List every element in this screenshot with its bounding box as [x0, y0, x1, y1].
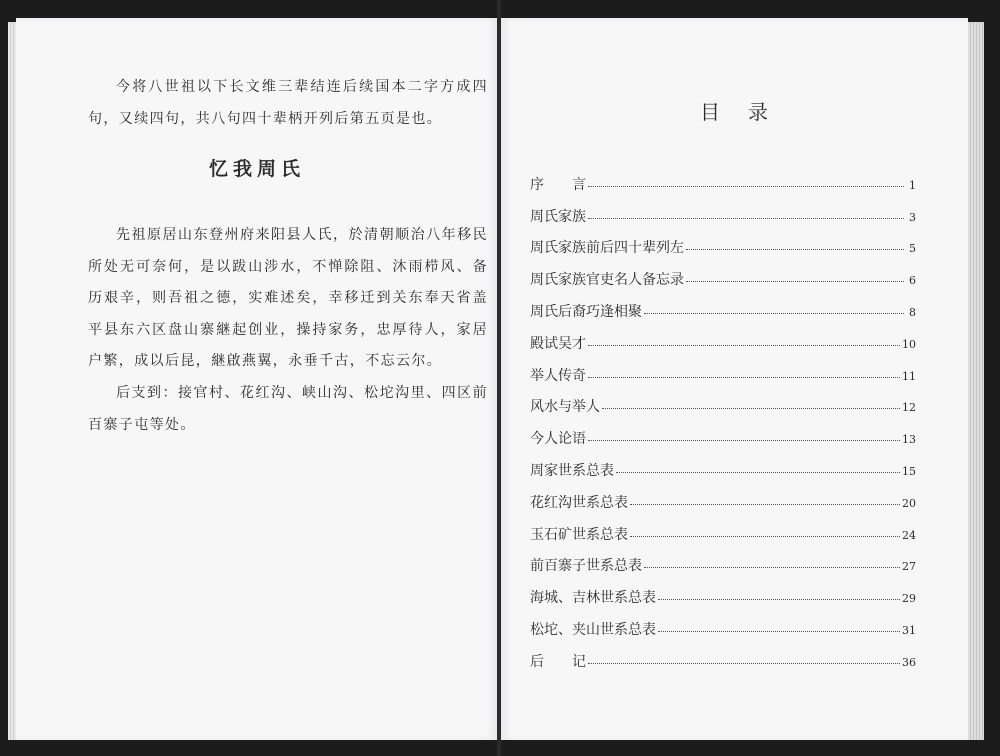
toc-page-number: 11 [902, 369, 916, 383]
toc-leader-dots [588, 186, 904, 187]
toc-entry[interactable] [530, 353, 916, 385]
right-page [500, 18, 968, 740]
toc-page-number: 1 [909, 178, 916, 192]
book-gutter [497, 0, 501, 756]
toc-entry[interactable] [530, 448, 916, 480]
section-heading: 忆我周氏 [208, 158, 305, 180]
toc-entry-label: 举人传奇 [530, 367, 586, 384]
toc-entry-label: 松坨、夹山世系总表 [530, 621, 656, 638]
intro-paragraph: 今将八世祖以下长文维三辈结连后续国本二字方成四句，又续四句，共八句四十辈柄开列后第五页是也。 [88, 79, 488, 127]
toc-leader-dots [602, 408, 900, 409]
toc-leader-dots [588, 377, 900, 378]
toc-page-number: 13 [902, 433, 916, 447]
toc-page-number: 36 [902, 655, 916, 669]
toc-entry[interactable] [530, 639, 916, 671]
toc-page-number: 29 [902, 592, 916, 606]
toc-entry-label: 殿试吴才 [530, 335, 586, 352]
toc-page-number: 6 [909, 274, 916, 288]
toc-leader-dots [588, 218, 904, 219]
toc-leader-dots [644, 313, 904, 314]
toc-entry[interactable] [530, 385, 916, 417]
toc-entry-label: 周氏后裔巧逢相聚 [530, 303, 642, 320]
toc-page-number: 20 [902, 496, 916, 510]
toc-entry-label: 周氏家族前后四十辈列左 [530, 240, 684, 257]
toc-leader-dots [630, 536, 900, 537]
toc-leader-dots [644, 567, 900, 568]
toc-entry[interactable] [530, 194, 916, 226]
toc-entry-label: 前百寨子世系总表 [530, 558, 642, 575]
toc-entry-label: 今人论语 [530, 431, 586, 448]
toc-entry[interactable] [530, 544, 916, 576]
toc-leader-dots [686, 281, 904, 282]
toc-entry-label: 周家世系总表 [530, 462, 614, 479]
toc-entry[interactable] [530, 480, 916, 512]
toc-page-number: 24 [902, 528, 916, 542]
left-page [16, 18, 498, 740]
toc-page-number: 8 [909, 305, 916, 319]
body-paragraph: 先祖原居山东登州府来阳县人氏，於清朝顺治八年移民所处无可奈何，是以跋山涉水，不惮除阻、沐雨栉风、备历艰辛，则吾祖之德，实难述矣，幸移迁到关东奉天省盖平县东六区盘山寨継起创业，操持家务，忠厚待人，家居户繁，成以后昆，継啟燕翼，永垂千古，不忘云尔。 [88, 227, 488, 369]
toc-page-number: 27 [902, 560, 916, 574]
toc-entry-label: 后 记 [530, 653, 586, 670]
toc-entry[interactable] [530, 289, 916, 321]
toc-leader-dots [588, 663, 900, 664]
toc-leader-dots [686, 249, 904, 250]
toc-page-number: 31 [902, 623, 916, 637]
toc-leader-dots [616, 472, 900, 473]
toc-entry-label: 周氏家族 [530, 208, 586, 225]
toc-entry-label: 花红沟世系总表 [530, 494, 628, 511]
table-of-contents [530, 162, 916, 671]
toc-entry-label: 序 言 [530, 176, 586, 193]
toc-entry-label: 海城、吉林世系总表 [530, 590, 656, 607]
body-paragraph: 后支到：接官村、花红沟、峡山沟、松坨沟里、四区前百寨子屯等处。 [88, 385, 488, 433]
toc-entry[interactable] [530, 162, 916, 194]
toc-entry[interactable] [530, 575, 916, 607]
toc-page-number: 5 [909, 242, 916, 256]
toc-leader-dots [630, 504, 900, 505]
toc-entry-label: 风水与举人 [530, 399, 600, 416]
toc-leader-dots [658, 599, 900, 600]
toc-page-number: 3 [909, 210, 916, 224]
toc-entry-label: 玉石矿世系总表 [530, 526, 628, 543]
toc-page-number: 12 [902, 401, 916, 415]
toc-entry[interactable] [530, 226, 916, 258]
toc-leader-dots [588, 345, 900, 346]
toc-leader-dots [588, 440, 900, 441]
toc-entry[interactable] [530, 512, 916, 544]
toc-leader-dots [658, 631, 900, 632]
toc-entry-label: 周氏家族官吏名人备忘录 [530, 272, 684, 289]
toc-title: 目录 [700, 100, 796, 124]
toc-entry[interactable] [530, 257, 916, 289]
toc-page-number: 15 [902, 464, 916, 478]
toc-entry[interactable] [530, 607, 916, 639]
toc-page-number: 10 [902, 337, 916, 351]
toc-entry[interactable] [530, 321, 916, 353]
toc-entry[interactable] [530, 416, 916, 448]
